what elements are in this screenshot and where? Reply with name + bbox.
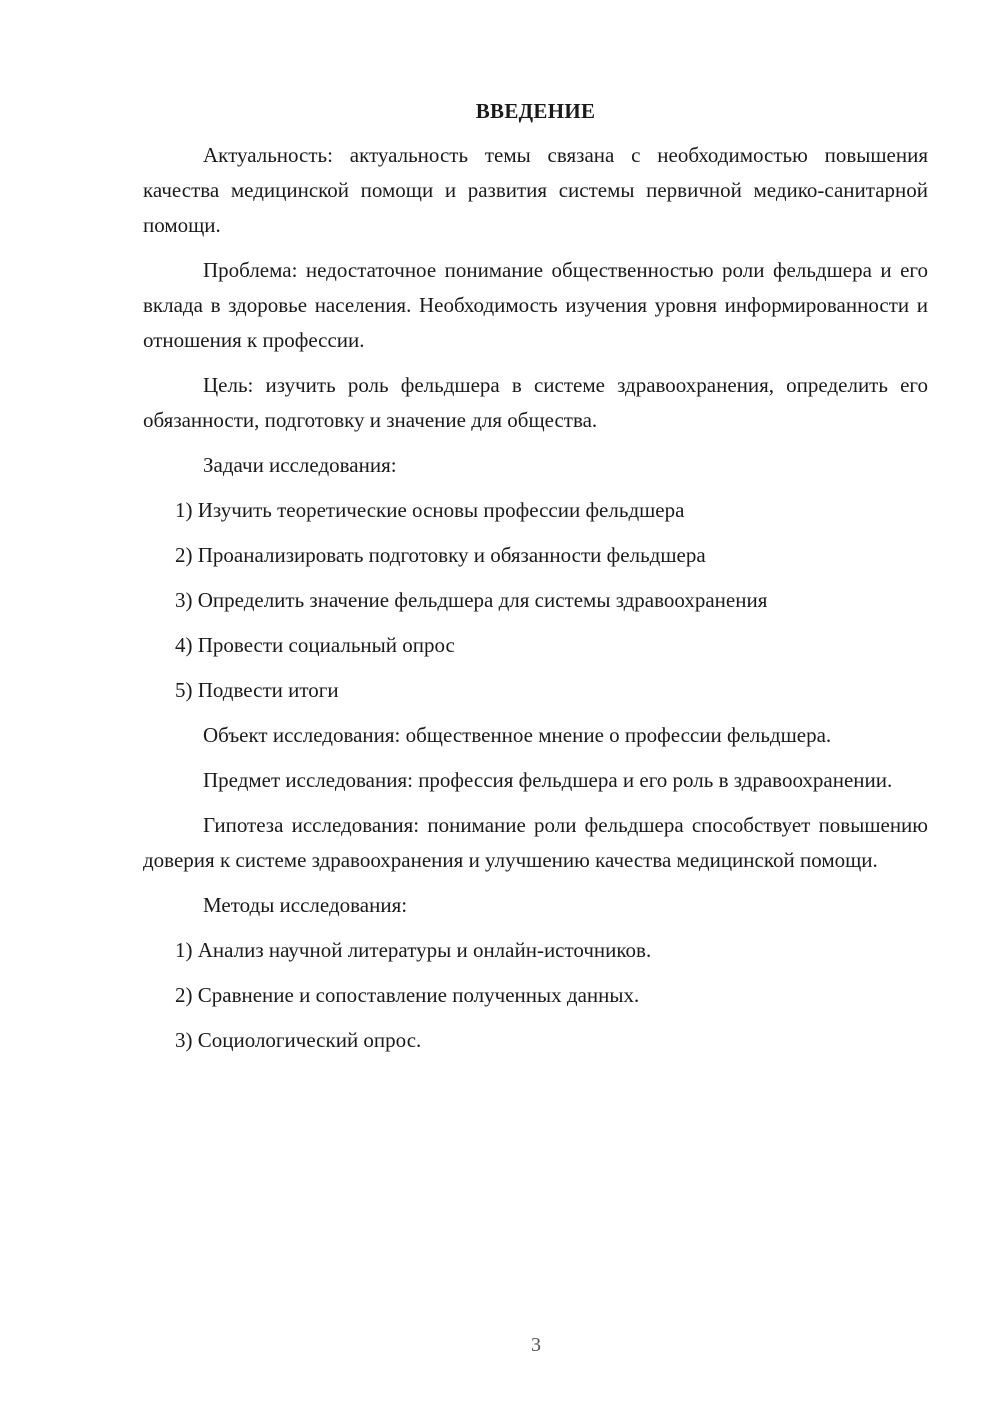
list-item: 1) Изучить теоретические основы профессии фельдшера [175, 498, 685, 522]
object-paragraph: Объект исследования: общественное мнение о профессии фельдшера. [203, 723, 832, 747]
list-item: 1) Анализ научной литературы и онлайн-источников. [175, 938, 652, 962]
goal-paragraph: Цель: изучить роль фельдшера в системе здравоохранения, определить его обязанности, подготовку и значение для общества. [143, 373, 928, 432]
methods-heading: Методы исследования: [203, 893, 408, 917]
tasks-list [143, 493, 928, 708]
subject-paragraph: Предмет исследования: профессия фельдшера и его роль в здравоохранении. [203, 768, 893, 792]
relevance-paragraph: Актуальность: актуальность темы связана с необходимостью повышения качества медицинской помощи и развития системы первичной медико-санитарной помощи. [143, 143, 928, 237]
methods-list [143, 933, 928, 1058]
list-item: 2) Сравнение и сопоставление полученных данных. [175, 983, 640, 1007]
page-content [143, 96, 928, 1068]
list-item: 5) Подвести итоги [175, 678, 339, 702]
page-number: 3 [531, 1334, 541, 1356]
list-item: 3) Социологический опрос. [175, 1028, 422, 1052]
problem-paragraph: Проблема: недостаточное понимание общественностью роли фельдшера и его вклада в здоровье населения. Необходимость изучения уровня информированности и отношения к профессии. [143, 258, 928, 352]
list-item: 4) Провести социальный опрос [175, 633, 455, 657]
list-item: 2) Проанализировать подготовку и обязанности фельдшера [175, 543, 706, 567]
section-title: ВВЕДЕНИЕ [475, 99, 596, 123]
list-item: 3) Определить значение фельдшера для системы здравоохранения [175, 588, 768, 612]
hypothesis-paragraph: Гипотеза исследования: понимание роли фельдшера способствует повышению доверия к системе здравоохранения и улучшению качества медицинской помощи. [143, 813, 928, 872]
tasks-heading: Задачи исследования: [203, 453, 397, 477]
